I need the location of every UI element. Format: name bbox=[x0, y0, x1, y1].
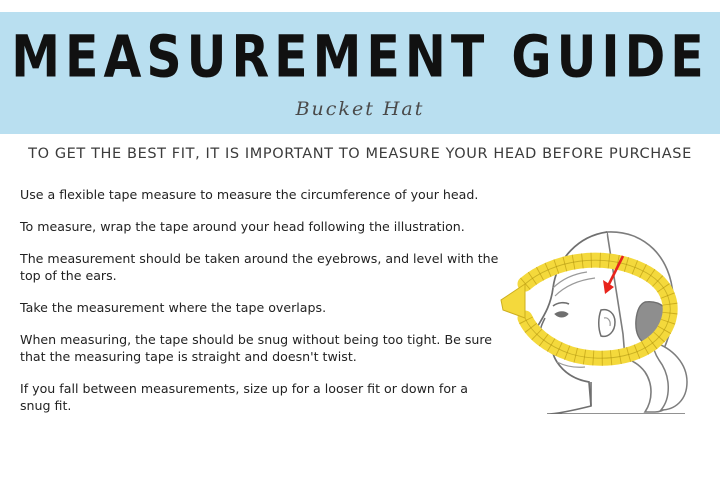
lead-line: TO GET THE BEST FIT, IT IS IMPORTANT TO MEASURE YOUR HEAD BEFORE PURCHASE bbox=[28, 146, 692, 162]
page-title: MEASUREMENT GUIDE bbox=[11, 23, 709, 91]
tape-end bbox=[501, 284, 525, 318]
ear bbox=[599, 310, 615, 337]
header-band bbox=[0, 12, 720, 134]
list-item: If you fall between measurements, size up for a looser fit or down for a snug fit. bbox=[20, 381, 468, 413]
list-item: When measuring, the tape should be snug without being too tight. Be sure that the measuring tape is straight and doesn't twist. bbox=[20, 332, 493, 364]
bottom-spacer bbox=[0, 439, 720, 479]
list-item: Use a flexible tape measure to measure the circumference of your head. bbox=[20, 187, 479, 202]
instructions-list bbox=[20, 186, 500, 429]
list-item: Take the measurement where the tape overlaps. bbox=[20, 300, 327, 315]
page-subtitle: Bucket Hat bbox=[295, 98, 425, 120]
list-item: The measurement should be taken around the eyebrows, and level with the top of the ears. bbox=[20, 251, 499, 283]
head-measurement-illustration bbox=[495, 214, 710, 414]
list-item: To measure, wrap the tape around your head following the illustration. bbox=[20, 219, 465, 234]
